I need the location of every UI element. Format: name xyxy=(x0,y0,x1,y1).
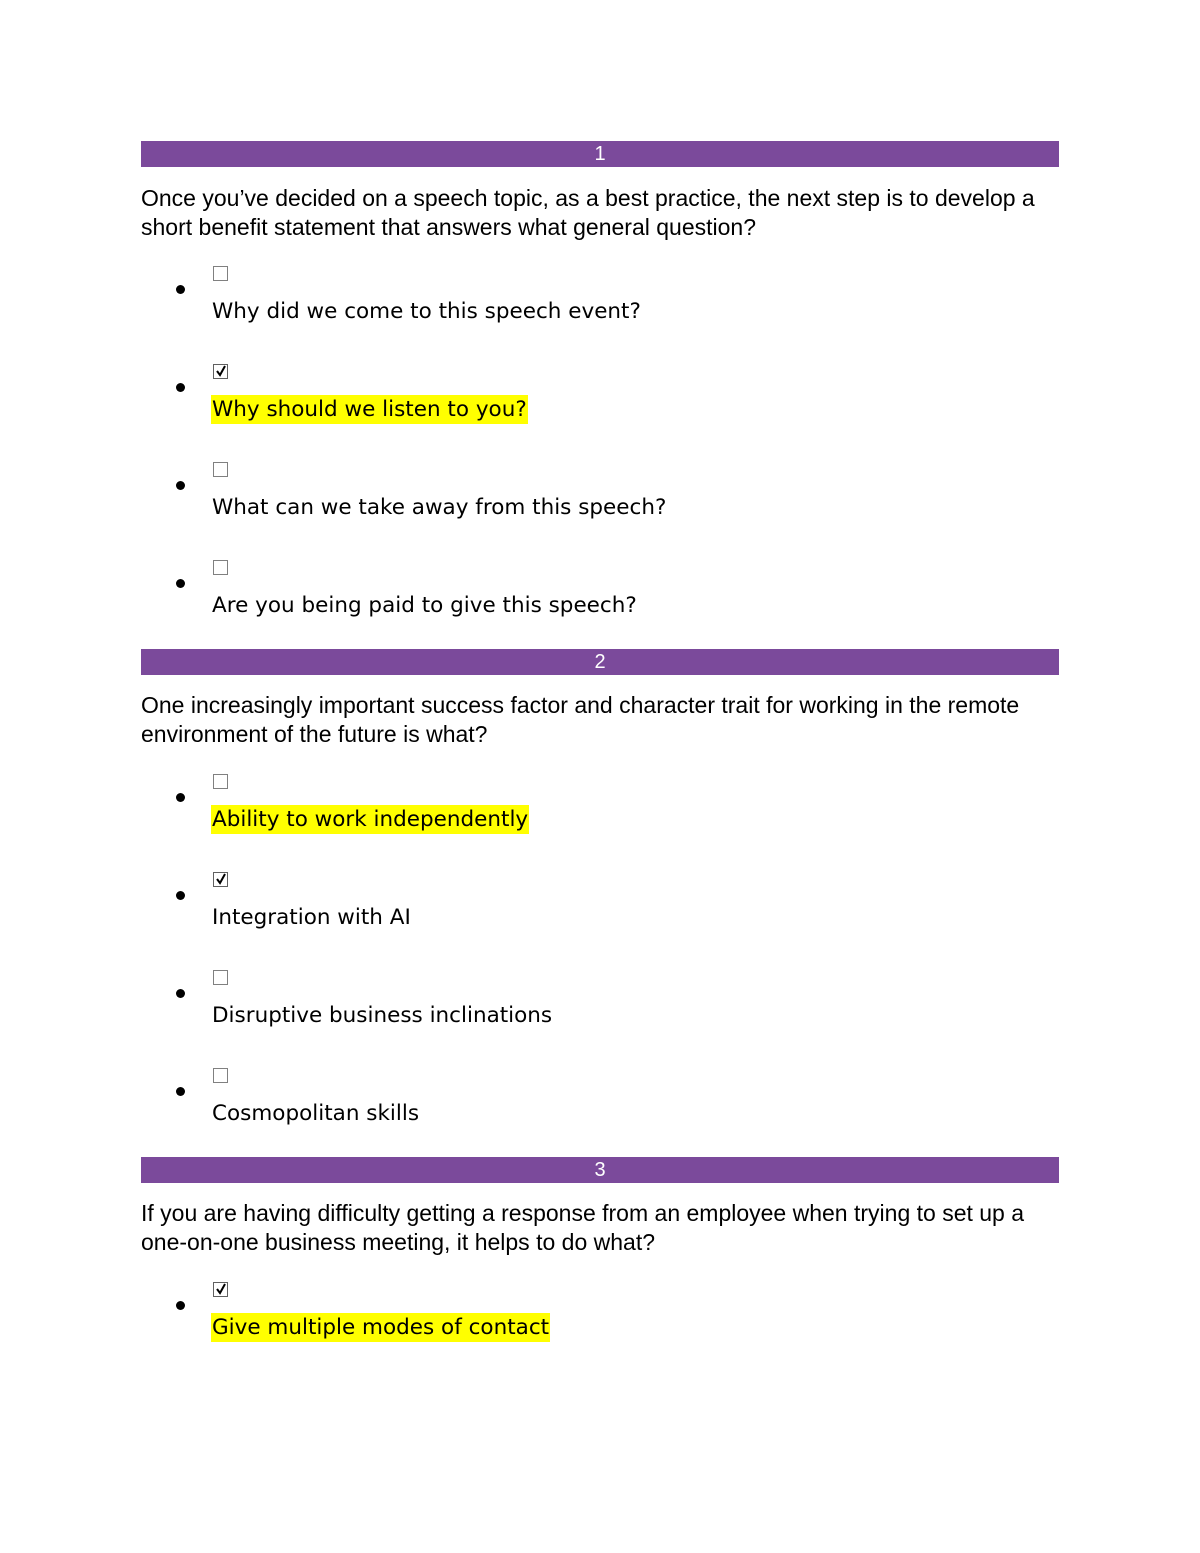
answer-label: Why did we come to this speech event? xyxy=(212,299,641,324)
answer-label-highlighted: Give multiple modes of contact xyxy=(212,1315,550,1340)
answer-options xyxy=(141,772,1059,1164)
check-mark-icon xyxy=(216,364,226,377)
answer-option xyxy=(141,968,1059,1066)
bullet-icon xyxy=(176,285,185,294)
question-number-bar xyxy=(141,141,1059,167)
question-number: 2 xyxy=(594,651,606,673)
answer-checkbox[interactable] xyxy=(213,970,228,985)
check-mark-icon xyxy=(216,1282,226,1295)
bullet-icon xyxy=(176,989,185,998)
answer-checkbox-checked[interactable] xyxy=(213,1282,228,1297)
answer-option xyxy=(141,264,1059,362)
answer-option xyxy=(141,362,1059,460)
answer-checkbox[interactable] xyxy=(213,1068,228,1083)
bullet-icon xyxy=(176,383,185,392)
question-text: One increasingly important success factor and character trait for working in the remote environment of the future is what? xyxy=(141,692,1020,747)
question-number: 1 xyxy=(594,143,606,165)
answer-option xyxy=(141,772,1059,870)
check-mark-icon xyxy=(216,872,226,885)
bullet-icon xyxy=(176,481,185,490)
question-number-bar xyxy=(141,1157,1059,1183)
answer-label: Integration with AI xyxy=(212,905,411,930)
answer-checkbox-checked[interactable] xyxy=(213,872,228,887)
bullet-icon xyxy=(176,891,185,900)
answer-option xyxy=(141,870,1059,968)
bullet-icon xyxy=(176,1087,185,1096)
answer-option xyxy=(141,460,1059,558)
answer-label-highlighted: Ability to work independently xyxy=(212,807,529,832)
answer-label: What can we take away from this speech? xyxy=(212,495,667,520)
answer-label-highlighted: Why should we listen to you? xyxy=(212,397,527,422)
answer-checkbox[interactable] xyxy=(213,266,228,281)
answer-label: Cosmopolitan skills xyxy=(212,1101,420,1126)
answer-options xyxy=(141,264,1059,656)
answer-checkbox[interactable] xyxy=(213,560,228,575)
answer-label: Disruptive business inclinations xyxy=(212,1003,553,1028)
answer-checkbox[interactable] xyxy=(213,462,228,477)
bullet-icon xyxy=(176,793,185,802)
question-1 xyxy=(141,141,1059,656)
answer-options xyxy=(141,1280,1059,1378)
question-number: 3 xyxy=(594,1159,606,1181)
question-2 xyxy=(141,649,1059,1164)
bullet-icon xyxy=(176,1301,185,1310)
answer-label: Are you being paid to give this speech? xyxy=(212,593,637,618)
answer-checkbox[interactable] xyxy=(213,774,228,789)
question-text: If you are having difficulty getting a response from an employee when trying to set up a one-on-one business meeting, it helps to do what? xyxy=(141,1200,1025,1255)
question-number-bar xyxy=(141,649,1059,675)
answer-option xyxy=(141,1066,1059,1164)
answer-checkbox-checked[interactable] xyxy=(213,364,228,379)
question-3 xyxy=(141,1157,1059,1378)
answer-option xyxy=(141,558,1059,656)
answer-option xyxy=(141,1280,1059,1378)
bullet-icon xyxy=(176,579,185,588)
question-text: Once you’ve decided on a speech topic, as a best practice, the next step is to develop a short benefit statement that answers what general question? xyxy=(141,185,1035,240)
